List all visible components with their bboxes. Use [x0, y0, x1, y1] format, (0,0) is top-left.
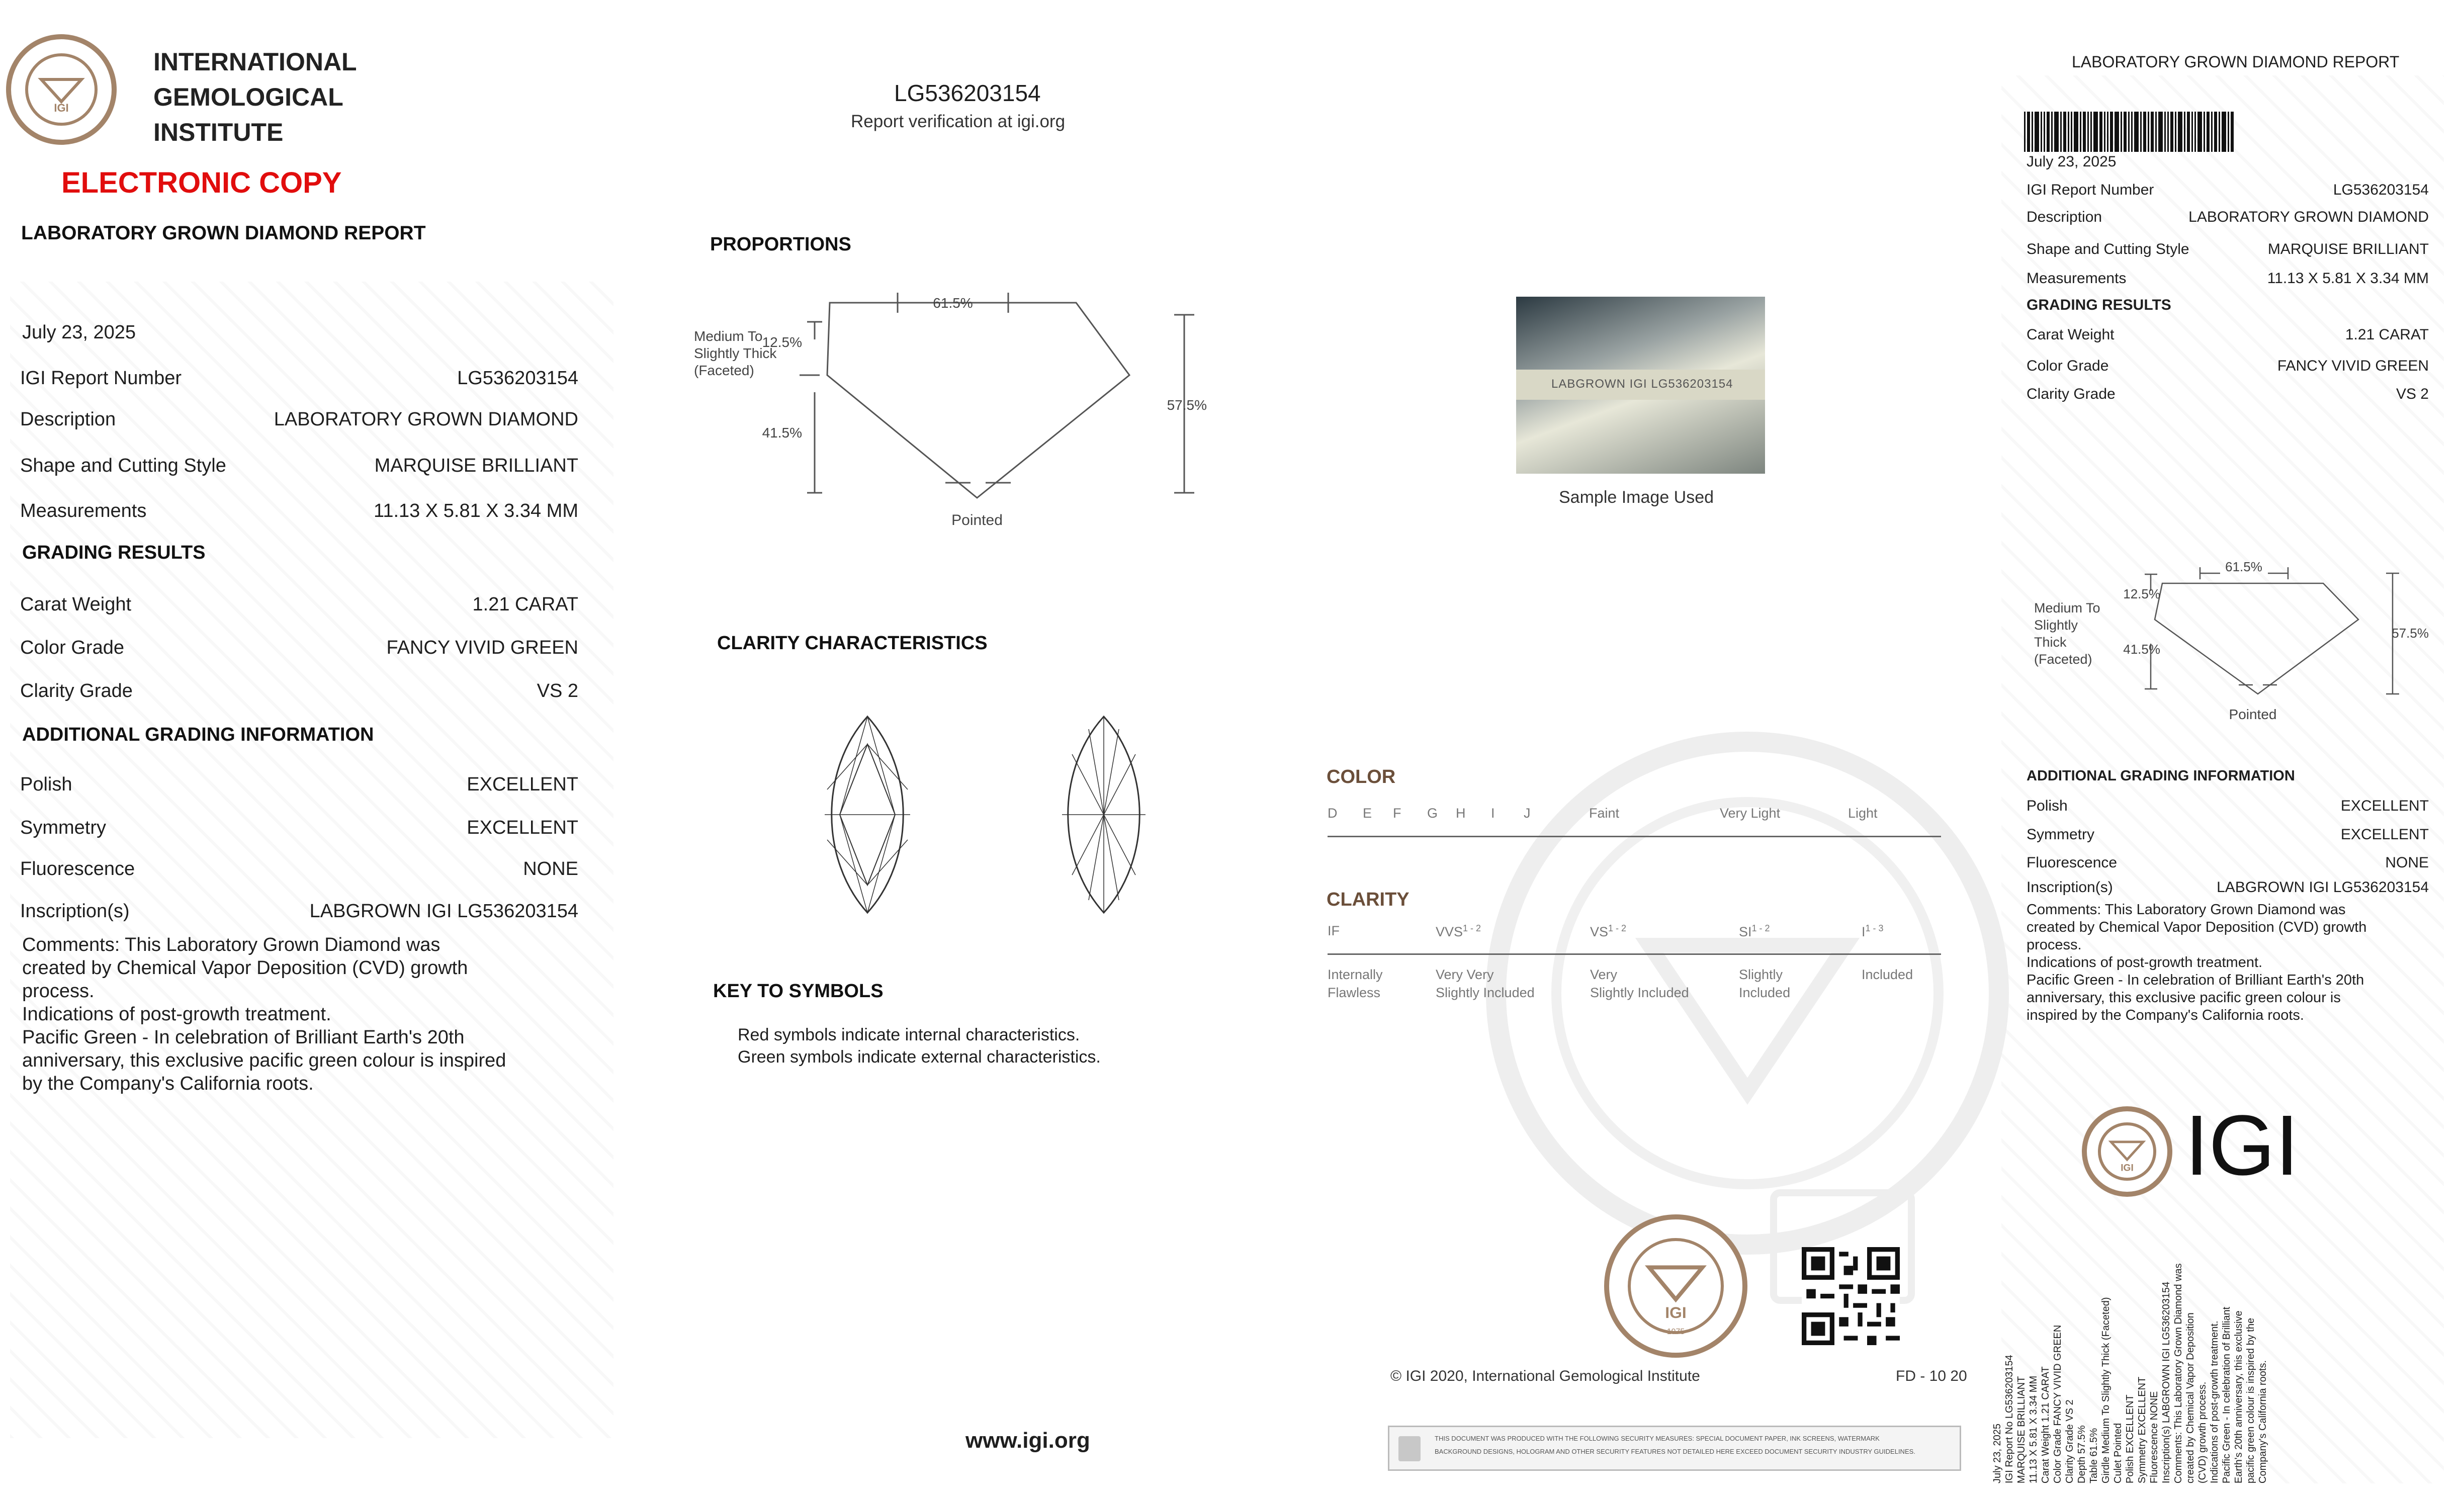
report-date: July 23, 2025 — [22, 322, 136, 343]
stub-grading-heading: GRADING RESULTS — [2027, 297, 2171, 313]
svg-text:41.5%: 41.5% — [762, 425, 802, 441]
proportions-heading: PROPORTIONS — [710, 234, 851, 255]
clarity-scale-heading: CLARITY — [1327, 889, 1410, 910]
report-title: LABORATORY GROWN DIAMOND REPORT — [21, 222, 426, 244]
clarity-scale: IF VVS$^{1 - 2}$ VS$^{1 - 2}$ SI$^{1 - 2}$ $I^{1 - 3}$ — [1328, 923, 1941, 955]
svg-text:IGI: IGI — [2121, 1163, 2134, 1174]
laser-inscription: LABGROWN IGI LG536203154 — [1551, 377, 1733, 391]
field-shape: Shape and Cutting Style MARQUISE BRILLIANT — [20, 455, 578, 476]
svg-text:Medium To: Medium To — [2034, 600, 2100, 615]
svg-text:41.5%: 41.5% — [2123, 642, 2160, 657]
svg-text:Pointed: Pointed — [2229, 707, 2277, 722]
sample-diamond-image — [1516, 297, 1765, 474]
svg-text:61.5%: 61.5% — [2225, 559, 2262, 574]
svg-text:Medium To: Medium To — [694, 328, 763, 344]
stub-inscription: Inscription(s) LABGROWN IGI LG536203154 — [2027, 879, 2429, 896]
svg-text:57.5%: 57.5% — [2392, 626, 2429, 641]
stub-carat-weight: Carat Weight 1.21 CARAT — [2027, 326, 2429, 343]
field-clarity-grade: Clarity Grade VS 2 — [20, 680, 578, 701]
stub-title: LABORATORY GROWN DIAMOND REPORT — [2072, 53, 2400, 71]
proportions-diagram — [689, 282, 1217, 543]
electronic-copy-label: ELECTRONIC COPY — [61, 166, 342, 199]
stub-description: Description LABORATORY GROWN DIAMOND — [2027, 209, 2429, 225]
verification-link[interactable]: Report verification at igi.org — [851, 112, 1066, 131]
field-carat-weight: Carat Weight 1.21 CARAT — [20, 594, 578, 615]
lock-icon — [1398, 1436, 1421, 1461]
svg-text:IGI: IGI — [1665, 1303, 1687, 1322]
svg-text:(Faceted): (Faceted) — [694, 363, 754, 378]
form-number: FD - 10 20 — [1896, 1368, 1967, 1384]
stub-barcode — [2024, 112, 2235, 152]
stub-fluorescence: Fluorescence NONE — [2027, 854, 2429, 871]
clarity-characteristics-heading: CLARITY CHARACTERISTICS — [717, 633, 988, 654]
stub-additional-heading: ADDITIONAL GRADING INFORMATION — [2027, 768, 2295, 784]
copyright: © IGI 2020, International Gemological Institute — [1390, 1368, 1700, 1384]
key-to-symbols-text: Red symbols indicate internal characteristics. Green symbols indicate external characteristics. — [738, 1025, 1101, 1067]
sample-image-caption: Sample Image Used — [1559, 488, 1714, 507]
svg-text:61.5%: 61.5% — [933, 295, 973, 311]
clarity-plot-crown-view — [805, 714, 930, 915]
field-color-grade: Color Grade FANCY VIVID GREEN — [20, 637, 578, 658]
svg-text:Thick: Thick — [2034, 635, 2067, 650]
svg-text:1975: 1975 — [1666, 1327, 1685, 1336]
stub-igi-seal — [2082, 1106, 2172, 1197]
field-fluorescence: Fluorescence NONE — [20, 858, 578, 879]
stub-report-number: IGI Report Number LG536203154 — [2027, 182, 2429, 198]
qr-code[interactable] — [1802, 1247, 1900, 1345]
field-inscription: Inscription(s) LABGROWN IGI LG536203154 — [20, 901, 578, 922]
institute-name: INTERNATIONAL GEMOLOGICAL INSTITUTE — [153, 48, 357, 146]
field-measurements: Measurements 11.13 X 5.81 X 3.34 MM — [20, 500, 578, 521]
additional-grading-heading: ADDITIONAL GRADING INFORMATION — [22, 724, 374, 745]
stub-proportions-diagram — [2032, 553, 2434, 734]
stub-igi-logo-text: IGI — [2185, 1098, 2299, 1193]
security-notice: THIS DOCUMENT WAS PRODUCED WITH THE FOLLOWING SECURITY MEASURES: SPECIAL DOCUMENT PAPER, INK SCREENS, WATERMARK BACKGROUND DESIGNS, HOLOGRAM AND OTHER SECURITY FEATURES NOT DETAILED HERE EXCEED DOCUMENT SECURITY INDUSTRY GUIDELINES. — [1388, 1426, 1961, 1471]
stub-clarity-grade: Clarity Grade VS 2 — [2027, 386, 2429, 402]
clarity-plot-pavilion-view — [1041, 714, 1167, 915]
svg-text:(Faceted): (Faceted) — [2034, 652, 2092, 667]
svg-text:Slightly: Slightly — [2034, 618, 2078, 633]
field-description: Description LABORATORY GROWN DIAMOND — [20, 409, 578, 430]
stub-symmetry: Symmetry EXCELLENT — [2027, 826, 2429, 843]
stub-color-grade: Color Grade FANCY VIVID GREEN — [2027, 358, 2429, 374]
stub-measurements: Measurements 11.13 X 5.81 X 3.34 MM — [2027, 270, 2429, 287]
comments: Comments: This Laboratory Grown Diamond was created by Chemical Vapor Deposition (CVD) growth process. Indications of post-growth treatment. Pacific Green - In celebration of Brilliant Earth's 20th anniversary, this exclusive pacific green colour is inspired by the Company's California roots. — [22, 934, 506, 1094]
stub-mini-summary: July 23, 2025 IGI Report No LG536203154 MARQUISE BRILLIANT 11.13 X 5.81 X 3.34 MM Carat Weight 1.21 CARAT Color Grade FANCY VIVID GREEN Clarity Grade VS 2 Depth 57.5% Table 61.5% Girdle Medium To Slightly Thick (Faceted) Culet Pointed Polish EXCELLENT Symmetry EXCELLENT Fluorescence NONE Inscription(s) LABGROWN IGI LG536203154 Comments: This Laboratory Grown Diamond was created by Chemical Vapor Deposition (CVD) growth process. Indications of post-growth treatment. Pacific Green - In celebration of Brilliant Earth's 20th anniversary, this exclusive pacific green colour is inspired by the Company's California roots. — [1992, 1263, 2268, 1483]
svg-text:12.5%: 12.5% — [762, 334, 802, 350]
svg-text:57.5%: 57.5% — [1167, 397, 1207, 413]
stub-date: July 23, 2025 — [2027, 153, 2117, 170]
stub-comments: Comments: This Laboratory Grown Diamond was created by Chemical Vapor Deposition (CVD) growth process. Indications of post-growth treatment. Pacific Green - In celebration of Brilliant Earth's 20th anniversary, this exclusive pacific green colour is inspired by the Company's California roots. — [2027, 902, 2367, 1023]
website-link[interactable]: www.igi.org — [965, 1428, 1090, 1453]
igi-seal-bottom — [1604, 1214, 1747, 1358]
stub-polish: Polish EXCELLENT — [2027, 798, 2429, 814]
igi-seal-logo — [6, 34, 117, 145]
report-number-header: LG536203154 — [894, 80, 1041, 106]
field-polish: Polish EXCELLENT — [20, 774, 578, 795]
color-scale-heading: COLOR — [1327, 766, 1396, 787]
stub-shape: Shape and Cutting Style MARQUISE BRILLIANT — [2027, 241, 2429, 257]
field-report-number: IGI Report Number LG536203154 — [20, 368, 578, 389]
clarity-descriptions: Internally Flawless Very Very Slightly Included Very Slightly Included Slightly Included Included — [1328, 967, 1913, 1000]
svg-text:12.5%: 12.5% — [2123, 586, 2160, 601]
svg-text:IGI: IGI — [54, 102, 69, 114]
svg-text:Pointed: Pointed — [951, 512, 1003, 529]
svg-text:Slightly Thick: Slightly Thick — [694, 345, 777, 361]
key-to-symbols-heading: KEY TO SYMBOLS — [713, 981, 884, 1002]
field-symmetry: Symmetry EXCELLENT — [20, 817, 578, 838]
grading-results-heading: GRADING RESULTS — [22, 542, 206, 563]
color-scale: D E F G H I J Faint Very Light Light — [1328, 806, 1941, 837]
